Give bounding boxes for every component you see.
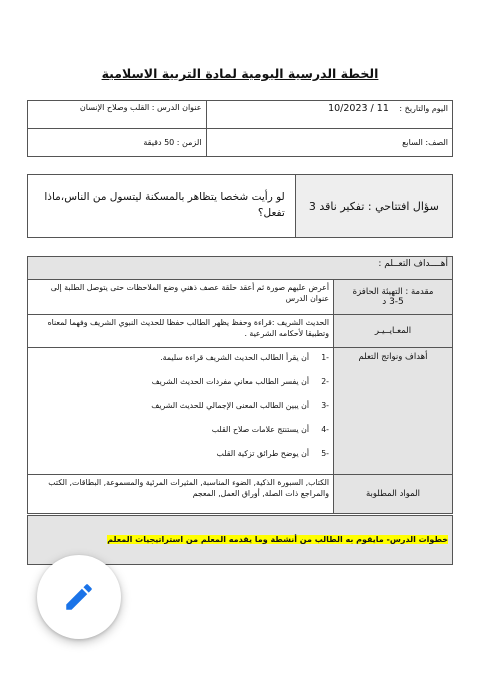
duration-label: الزمن : 50 دقيقة: [143, 138, 202, 147]
list-item: [32, 376, 329, 400]
criteria-label: المعـايــيـر: [334, 315, 453, 348]
objective-number: -1: [321, 353, 329, 362]
intro-minutes: 3-5 د: [382, 297, 404, 307]
list-item: [32, 352, 329, 376]
outcomes-header: أهــــداف التعــلم :: [28, 257, 453, 280]
opening-question-title: سؤال افتتاحي : تفكير ناقد 3: [295, 175, 452, 238]
objective-number: -3: [321, 401, 329, 410]
lesson-title: عنوان الدرس : القلب وصلاح الإنسان: [79, 103, 202, 112]
objectives-label: أهداف ونواتج التعلم: [334, 348, 453, 475]
date-value: 11 / 10/2023: [328, 103, 389, 114]
outcomes-table: [27, 256, 453, 514]
intro-text: أعرض عليهم صورة ثم أعقد حلقة عصف ذهني وضع الملاحظات حتى يتوصل الطلبة إلى عنوان الدرس: [28, 280, 334, 315]
objective-text: أن يفسر الطالب معاني مفردات الحديث الشريف: [151, 377, 309, 386]
lesson-info-table: [27, 100, 453, 157]
objective-text: أن يستنتج علامات صلاح القلب: [211, 425, 309, 434]
pencil-icon: [62, 580, 96, 614]
list-item: [32, 424, 329, 448]
intro-label-cell: [334, 280, 453, 315]
objective-text: أن يقرأ الطالب الحديث الشريف قراءة سليمة.: [160, 353, 309, 362]
objective-number: -2: [321, 377, 329, 386]
criteria-text: الحديث الشريف :قراءة وحفظ يظهر الطالب حفظا للحديث النبوي الشريف وفهما لمعناه وتطبيقا لأحكامه الشرعية .: [28, 315, 334, 348]
list-item: [32, 400, 329, 424]
objective-text: أن يوضح طرائق تزكية القلب: [216, 449, 309, 458]
date-label: اليوم والتاريخ :: [399, 104, 448, 113]
edit-button[interactable]: [37, 555, 121, 639]
duration-cell: [28, 129, 207, 157]
objective-number: -5: [321, 449, 329, 458]
date-cell: [206, 101, 453, 129]
materials-text: الكتاب, السبورة الذكية, الضوء المناسبة, المثيرات المرئية والمسموعة, البطاقات, الكتب والمراجع ذات الصلة, أوراق العمل, المعجم: [28, 475, 334, 514]
grade-cell: [206, 129, 453, 157]
page-title: الخطة الدرسية اليومية لمادة التربية الاسلامية: [101, 66, 379, 81]
intro-label: مقدمة : التهيئة الحافزة: [352, 287, 434, 297]
opening-question-table: [27, 174, 453, 238]
list-item: [32, 448, 329, 472]
grade-label: الصف: السابع: [402, 138, 448, 147]
objectives-cell: [28, 348, 334, 475]
lesson-title-cell: [28, 101, 207, 129]
lesson-steps-text: خطوات الدرس- مايقوم به الطالب من أنشطة وما يقدمه المعلم من استراتيجيات المعلم: [107, 534, 448, 544]
materials-label: المواد المطلوبة: [334, 475, 453, 514]
objective-text: أن يبين الطالب المعنى الإجمالي للحديث الشريف: [151, 401, 309, 410]
objective-number: -4: [321, 425, 329, 434]
opening-question-text: لو رأيت شخصا يتظاهر بالمسكنة ليتسول من الناس،ماذا تفعل؟: [28, 175, 296, 238]
